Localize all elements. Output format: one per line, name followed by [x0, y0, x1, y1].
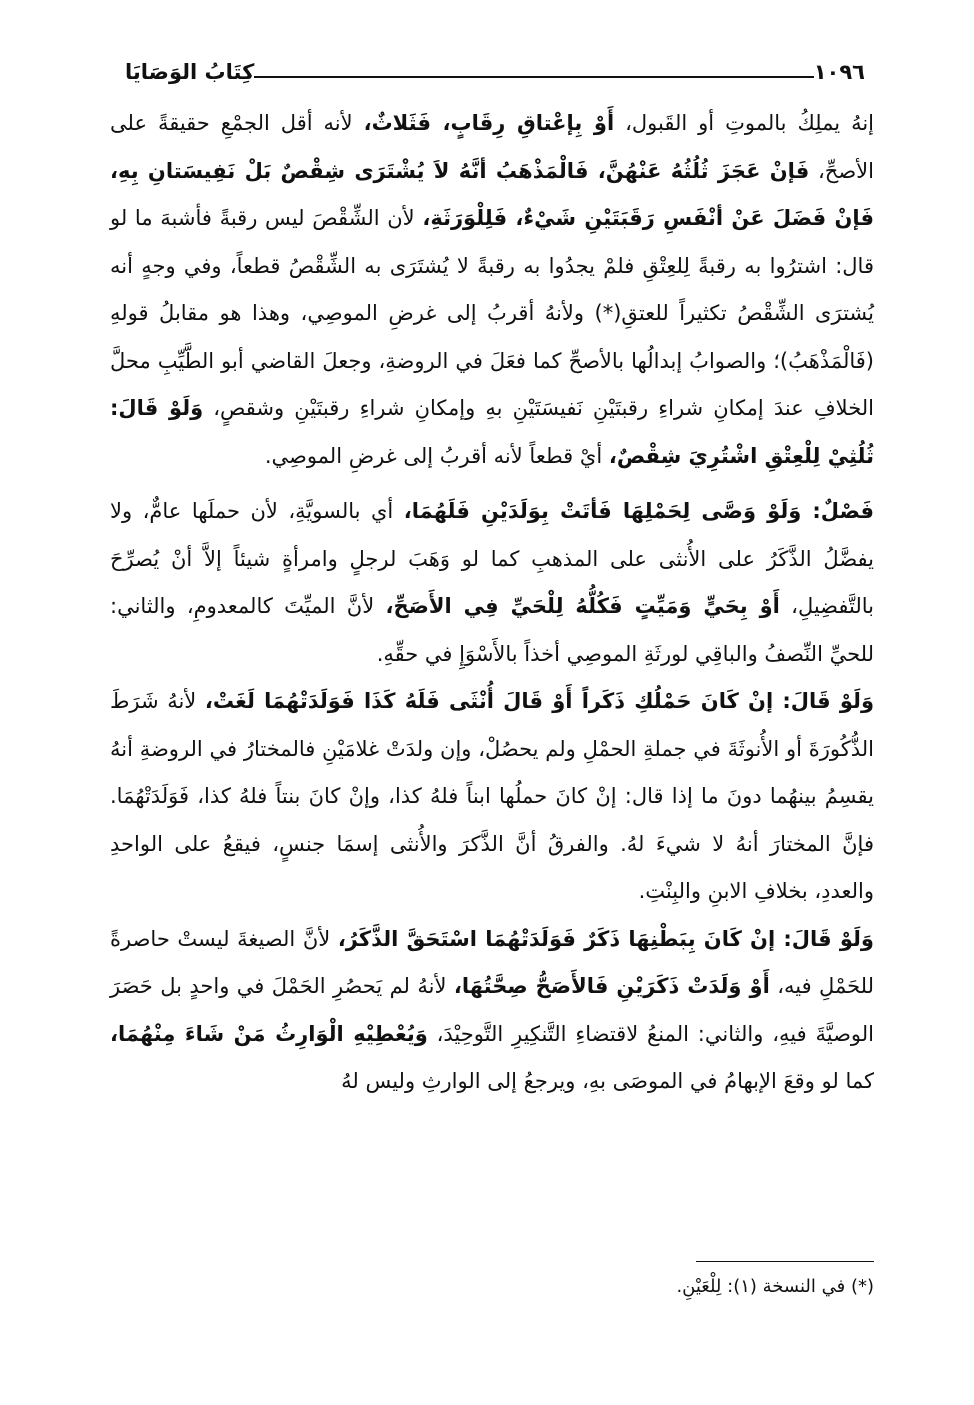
commentary-text: لأنَّ الصيغةَ ليستْ حاصرةً للحَمْلِ فيه، [110, 926, 874, 998]
commentary-text: أي بالسويَّةِ، لأن حملَها عامٌّ، ولا يفضَّلُ الذَّكَرُ على الأُنثى على المذهبِ كما لو وَهَبَ لرجلٍ وامرأةٍ شيئاً إلاَّ أنْ يُصرِّحَ بالتَّفضِيلِ، [110, 499, 874, 618]
matn-text: فَإنْ فَضَلَ عَنْ أنْفَسِ رَقَبَتَيْنِ شَيْءٌ، فَلِلْوَرَثَةِ، [422, 206, 874, 230]
footnote-rule [696, 1261, 874, 1262]
matn-text: وَيُعْطِيْهِ الْوَارِثُ مَنْ شَاءَ مِنْهُمَا، [110, 1021, 428, 1046]
commentary-text: لأنَّ الميِّتَ كالمعدومِ، والثاني: للحيِّ النِّصفُ والباقِي لورثَةِ الموصِي أخذاً بالأَسْوَإِ في حقِّهِ. [110, 594, 874, 666]
page-body [110, 100, 874, 1106]
matn-text: فَإنْ عَجَزَ ثُلُثُهُ عَنْهُنَّ، فَالْمَذْهَبُ أنَّهُ لاَ يُشْتَرَى شِقْصٌ بَلْ نَفِيسَتانِ بِهِ، [110, 158, 810, 183]
commentary-text: كما لو وقعَ الإبهامُ في الموصَى بهِ، ويرجعُ إلى الوارثِ وليس لهُ [341, 1069, 874, 1093]
paragraph-4 [110, 916, 874, 1106]
page-number: ١٠٩٦ [813, 60, 865, 84]
matn-text: وَلَوْ قَالَ: إنْ كَانَ بِبَطْنِهَا ذَكَرٌ فَوَلَدَتْهُمَا اسْتَحَقَّ الذَّكَرُ، [337, 926, 874, 951]
matn-text: أَوْ وَلَدَتْ ذَكَرَيْنِ فَالأَصَحُّ صِحَّتُهَا، [453, 974, 770, 998]
paragraph-2 [110, 488, 874, 678]
matn-text: فَصْلٌ: [801, 499, 874, 523]
paragraph-3 [110, 678, 874, 916]
page-header [115, 44, 875, 84]
matn-text: أَوْ بِحَيٍّ وَمَيِّتٍ فَكُلُّهُ لِلْحَيِّ فِي الأَصَحِّ، [385, 594, 780, 618]
header-rule [254, 76, 813, 78]
commentary-text: لأنهُ شَرَطَ الذُّكُورَةَ أو الأُنوثَةَ في جملةِ الحمْلِ ولم يحصُلْ، وإن ولدَتْ غلامَيْنِ فالمختارُ في الروضةِ أنهُ يقسِمُ بينهُما دونَ ما إذا قال: إنْ كانَ حملُها ابناً فلهُ كذا، وإنْ كانَ بنتاً فلهُ كذا، فَوَلَدَتْهُمَا. فإنَّ المختارَ أنهُ لا شيءَ لهُ. والفرقُ أنَّ الذَّكرَ والأُنثى إسمَا جنسٍ، فيقعُ على الواحدِ والعددِ، بخلافِ الابنِ والبِنْتِ. [110, 689, 874, 903]
commentary-text: لأن الشِّقْصَ ليس رقبةً فأشبهَ ما لو قال: اشترُوا به رقبةً لِلعِتْقِ فلمْ يجدُوا به رقبةً لا يُشتَرَى به الشِّقْصُ قطعاً، وفي وجهٍ أنه يُشترَى الشِّقْصُ تكثيراً للعتقِ(*) ولأنهُ أقربُ إلى غرضِ الموصِي، وهذا هو مقابلُ قولهِ (فَالْمَذْهَبُ)؛ والصوابُ إبدالُها بالأصحِّ كما فعَلَ في الروضةِ، وجعلَ القاضي أبو الطَّيِّبِ محلَّ الخلافِ عندَ إمكانِ شراءِ رقبتَيْنِ نَفيسَتَيْنِ بهِ وإمكانِ شراءِ رقبتَيْنِ وشقصٍ، [110, 206, 875, 420]
chapter-title: كِتَابُ الوَصَايَا [125, 60, 255, 84]
commentary-text: أيْ قطعاً لأنه أقربُ إلى غرضِ الموصِي. [264, 443, 609, 468]
matn-text: وَلَوْ قَالَ: إنْ كَانَ حَمْلُكِ ذَكَراً أَوْ قَالَ أُنْثَى فَلَهُ كَذَا فَوَلَدَتْهُمَا لَغَتْ، [204, 689, 874, 713]
matn-text: وَلَوْ قَالَ: ثُلُثِيْ لِلْعِتْقِ اشْتُرِيَ شِقْصٌ، [110, 396, 874, 468]
paragraph-1 [110, 100, 874, 480]
footnote: (*) في النسخة (١): لِلْعَيْنِ. [676, 1276, 874, 1297]
commentary-text: لأنه أقل الجمْعِ حقيقةً على الأصحِّ، [110, 111, 874, 183]
matn-text: أَوْ بِإعْتاقِ رِقَابٍ، فَثَلاثٌ، [363, 111, 615, 135]
commentary-text: إنهُ يملِكُ بالموتِ أو القَبول، [614, 111, 875, 135]
commentary-text: لأنهُ لم يَحصُرِ الحَمْلَ في واحدٍ بل حَصَرَ الوصيَّةَ فيهِ، والثاني: المنعُ لاقتضاءِ التَّنكِيرِ التَّوحِيْدَ، [110, 974, 874, 1046]
matn-text: وَلَوْ وَصَّى لِحَمْلِهَا فَأتَتْ بِوَلَدَيْنِ فَلَهُمَا، [403, 499, 802, 523]
